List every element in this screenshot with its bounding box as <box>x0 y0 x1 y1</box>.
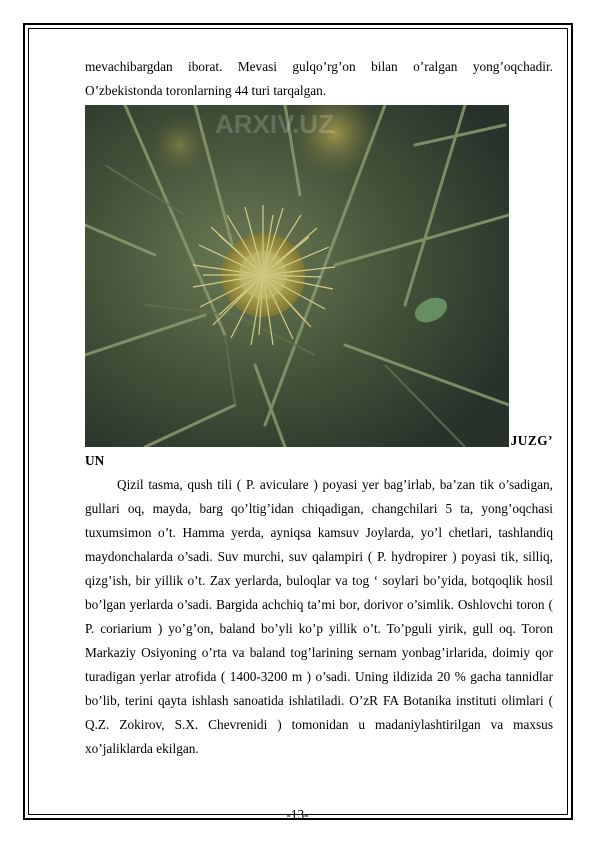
figure-row <box>85 105 553 449</box>
intro-paragraph: mevachibargdan iborat. Mevasi gulqo’rg’on bilan o’ralgan yong’oqchadir. O’zbekistonda toronlarning 44 turi tarqalgan. <box>85 59 553 98</box>
section-heading-part1: JUZG’ <box>510 433 553 448</box>
document-body <box>85 55 553 761</box>
page-number: -13- <box>286 807 309 822</box>
watermark-text: ARXIV.UZ <box>215 109 334 139</box>
body-paragraph: Qizil tasma, qush tili ( P. aviculare ) poyasi yer bag’irlab, ba’zan tik o’sadigan, gullari oq, mayda, barg qo’ltig’idan chiqadigan, changchilari 5 ta, yong’oqchasi tuxumsimon o’t. Hamma yerda, ayniqsa kamsuv Joylarda, yo’l chetlari, tashlandiq maydonchalarda o’sadi. Suv murchi, suv qalampiri ( P. hydropirer ) poyasi tik, silliq, qizg’ish, bir yillik o’t. Zax yerlarda, buloqlar va tog ‘ soylari bo’yida, botqoqlik hosil bo’lgan yerlarda o’sadi. Bargida achchiq ta’mi bor, dorivor o’simlik. Oshlovchi toron ( P. coriarium ) yo’g’on, baland bo’yli ko’p yillik o’t. To’pguli yirik, gull oq. Toron Markaziy Osiyoning o’rta va baland tog’larining sernam yonbag’irlarida, doimiy qor turadigan yerlar atrofida ( 1400-3200 m ) o’sadi. Uning ildizida 20 % gacha tannidlar bo’lib, terini qayta ishlash sanoatida ishlatiladi. O’zR FA Botanika instituti olimlari ( Q.Z. Zokirov, S.X. Chevrenidi ) tomonidan u madaniylashtirilgan va maxsus xo’jaliklarda ekilgan. <box>85 477 553 756</box>
plant-photo <box>85 105 509 447</box>
section-heading-part2: UN <box>85 453 105 468</box>
